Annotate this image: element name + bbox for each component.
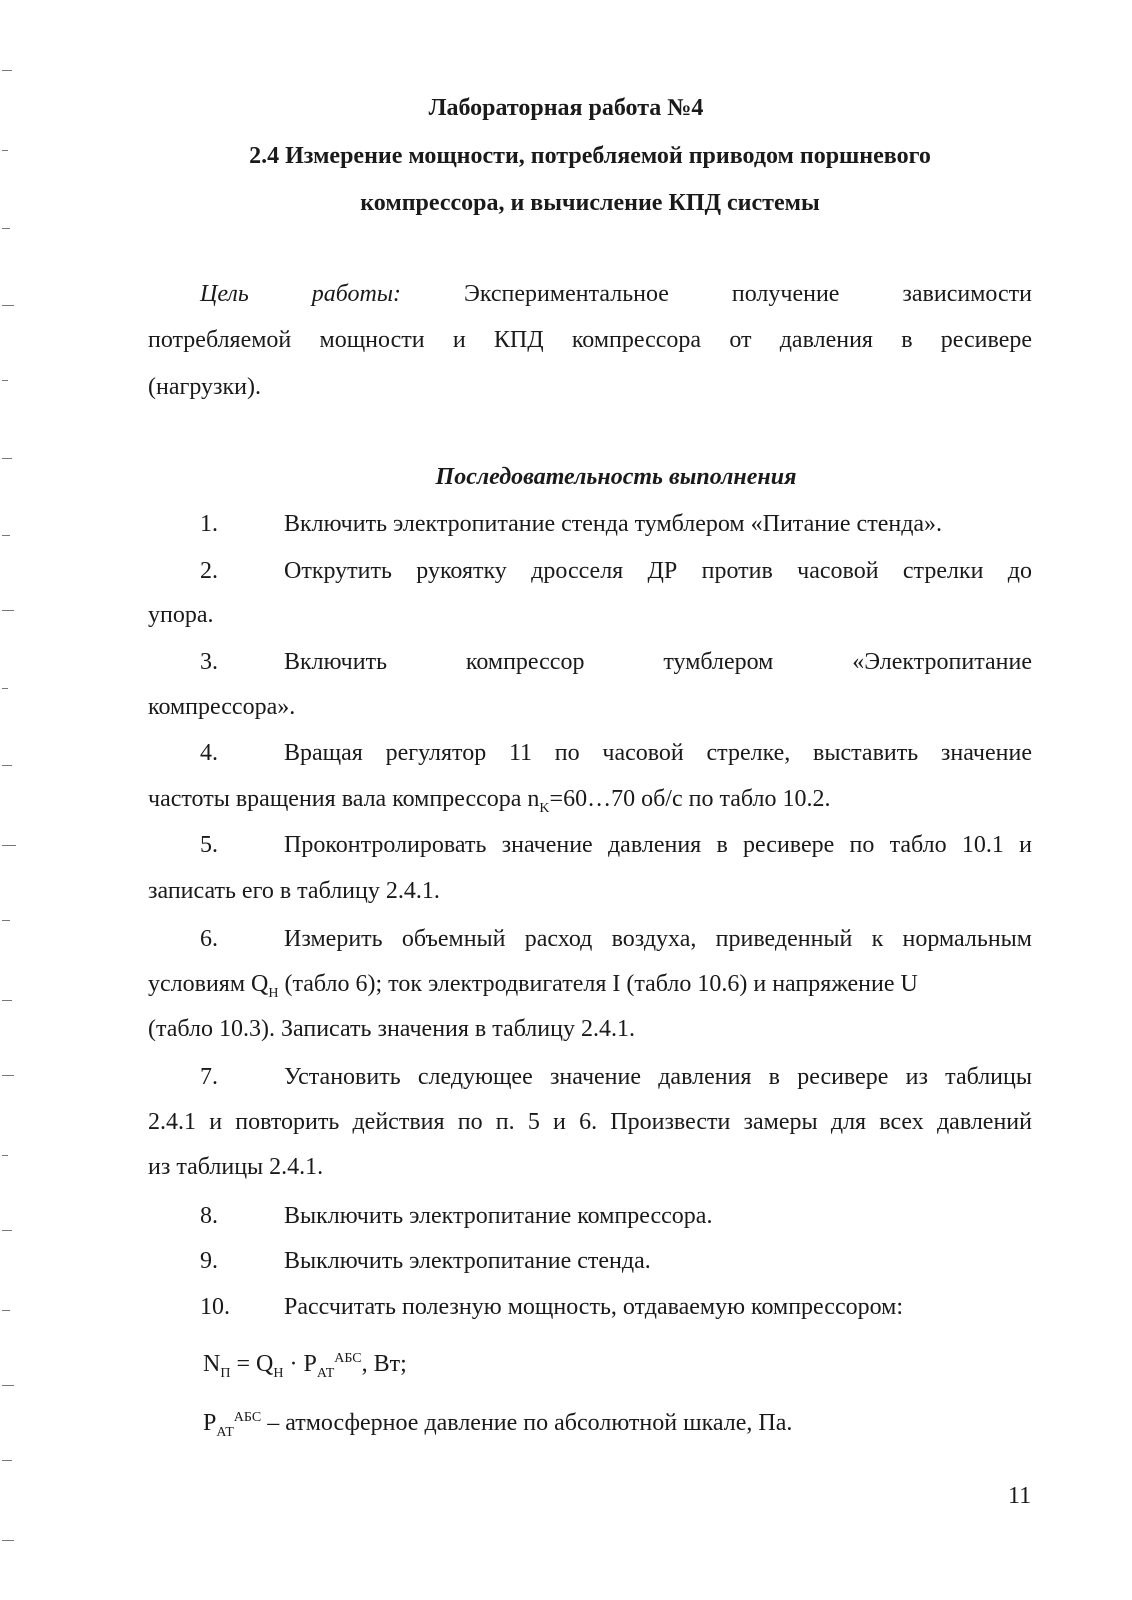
lab-title: Лабораторная работа №4 [428, 95, 704, 121]
formula-part: P [203, 1410, 217, 1436]
step-text-part: условиям Q [148, 971, 269, 997]
step-text-continuation: (табло 10.3). Записать значения в таблицу 2.4.1. [148, 1016, 635, 1042]
subscript-n: Н [268, 985, 279, 1001]
step-text-continuation: записать его в таблицу 2.4.1. [148, 878, 440, 904]
goal-line-1 [200, 279, 1032, 309]
step-text: Включить компрессор тумблером «Электропитание [284, 649, 1032, 675]
step-number: 1. [200, 511, 218, 537]
step-text: Проконтролировать значение давления в ресивере по табло 10.1 и [284, 832, 1032, 858]
step-text-continuation: 2.4.1 и повторить действия по п. 5 и 6. Произвести замеры для всех давлений [148, 1109, 1032, 1135]
step-number: 9. [200, 1248, 218, 1274]
formula-subscript: АТ [316, 1365, 335, 1381]
formula-part: = Q [230, 1351, 274, 1377]
pressure-definition [203, 1403, 792, 1448]
page-number: 11 [1008, 1483, 1032, 1509]
definition-text: – атмосферное давление по абсолютной шкале, Па. [261, 1410, 793, 1436]
step-number: 4. [200, 740, 218, 766]
scan-margin-marks [0, 0, 20, 1600]
formula-part: · P [283, 1351, 317, 1377]
sequence-heading: Последовательность выполнения [435, 464, 797, 490]
step-text: Рассчитать полезную мощность, отдаваемую компрессором: [284, 1294, 904, 1320]
goal-line-2: потребляемой мощности и КПД компрессора от давления в ресивере [148, 327, 1032, 353]
step-text-part: (табло 6); ток электродвигателя I (табло 10.6) и напряжение U [278, 971, 918, 997]
section-heading-line1: 2.4 Измерение мощности, потребляемой приводом поршневого [249, 143, 931, 169]
formula-subscript: АТ [216, 1424, 234, 1440]
power-formula [203, 1344, 407, 1389]
formula-part: N [203, 1351, 221, 1377]
step-number: 10. [200, 1294, 230, 1320]
step-text-continuation [148, 969, 1032, 1009]
step-number: 3. [200, 649, 218, 675]
step-number: 7. [200, 1064, 218, 1090]
formula-superscript: АБС [334, 1351, 362, 1366]
step-text-part: частоты вращения вала компрессора n [148, 786, 540, 812]
step-text: Открутить рукоятку дросселя ДР против часовой стрелки до [284, 558, 1032, 584]
goal-word: Экспериментальное [464, 281, 669, 307]
step-text-part: =60…70 об/с по табло 10.2. [549, 786, 831, 812]
step-number: 2. [200, 558, 218, 584]
step-text-continuation: компрессора». [148, 694, 296, 720]
formula-superscript: АБС [233, 1410, 262, 1425]
step-text-continuation [148, 784, 1032, 824]
section-heading-line2: компрессора, и вычисление КПД системы [360, 190, 820, 216]
step-text: Установить следующее значение давления в ресивере из таблицы [284, 1064, 1032, 1090]
subscript-k: K [539, 800, 550, 816]
formula-subscript: Н [273, 1365, 284, 1381]
step-number: 5. [200, 832, 218, 858]
goal-line-3: (нагрузки). [148, 374, 261, 400]
step-number: 6. [200, 926, 218, 952]
step-text-continuation: из таблицы 2.4.1. [148, 1154, 324, 1180]
goal-word: получение [731, 281, 840, 307]
step-text: Измерить объемный расход воздуха, приведенный к нормальным [284, 926, 1032, 952]
goal-word: зависимости [902, 281, 1032, 307]
formula-subscript: П [220, 1365, 231, 1381]
step-text: Выключить электропитание стенда. [284, 1248, 651, 1274]
step-text: Вращая регулятор 11 по часовой стрелке, выставить значение [284, 740, 1032, 766]
step-number: 8. [200, 1203, 218, 1229]
goal-label-word2: работы: [311, 281, 402, 307]
step-text: Включить электропитание стенда тумблером «Питание стенда». [284, 511, 943, 537]
formula-part: , Вт; [361, 1351, 407, 1377]
step-text-continuation: упора. [148, 602, 214, 628]
goal-label-word1: Цель [200, 281, 249, 307]
step-text: Выключить электропитание компрессора. [284, 1203, 713, 1229]
